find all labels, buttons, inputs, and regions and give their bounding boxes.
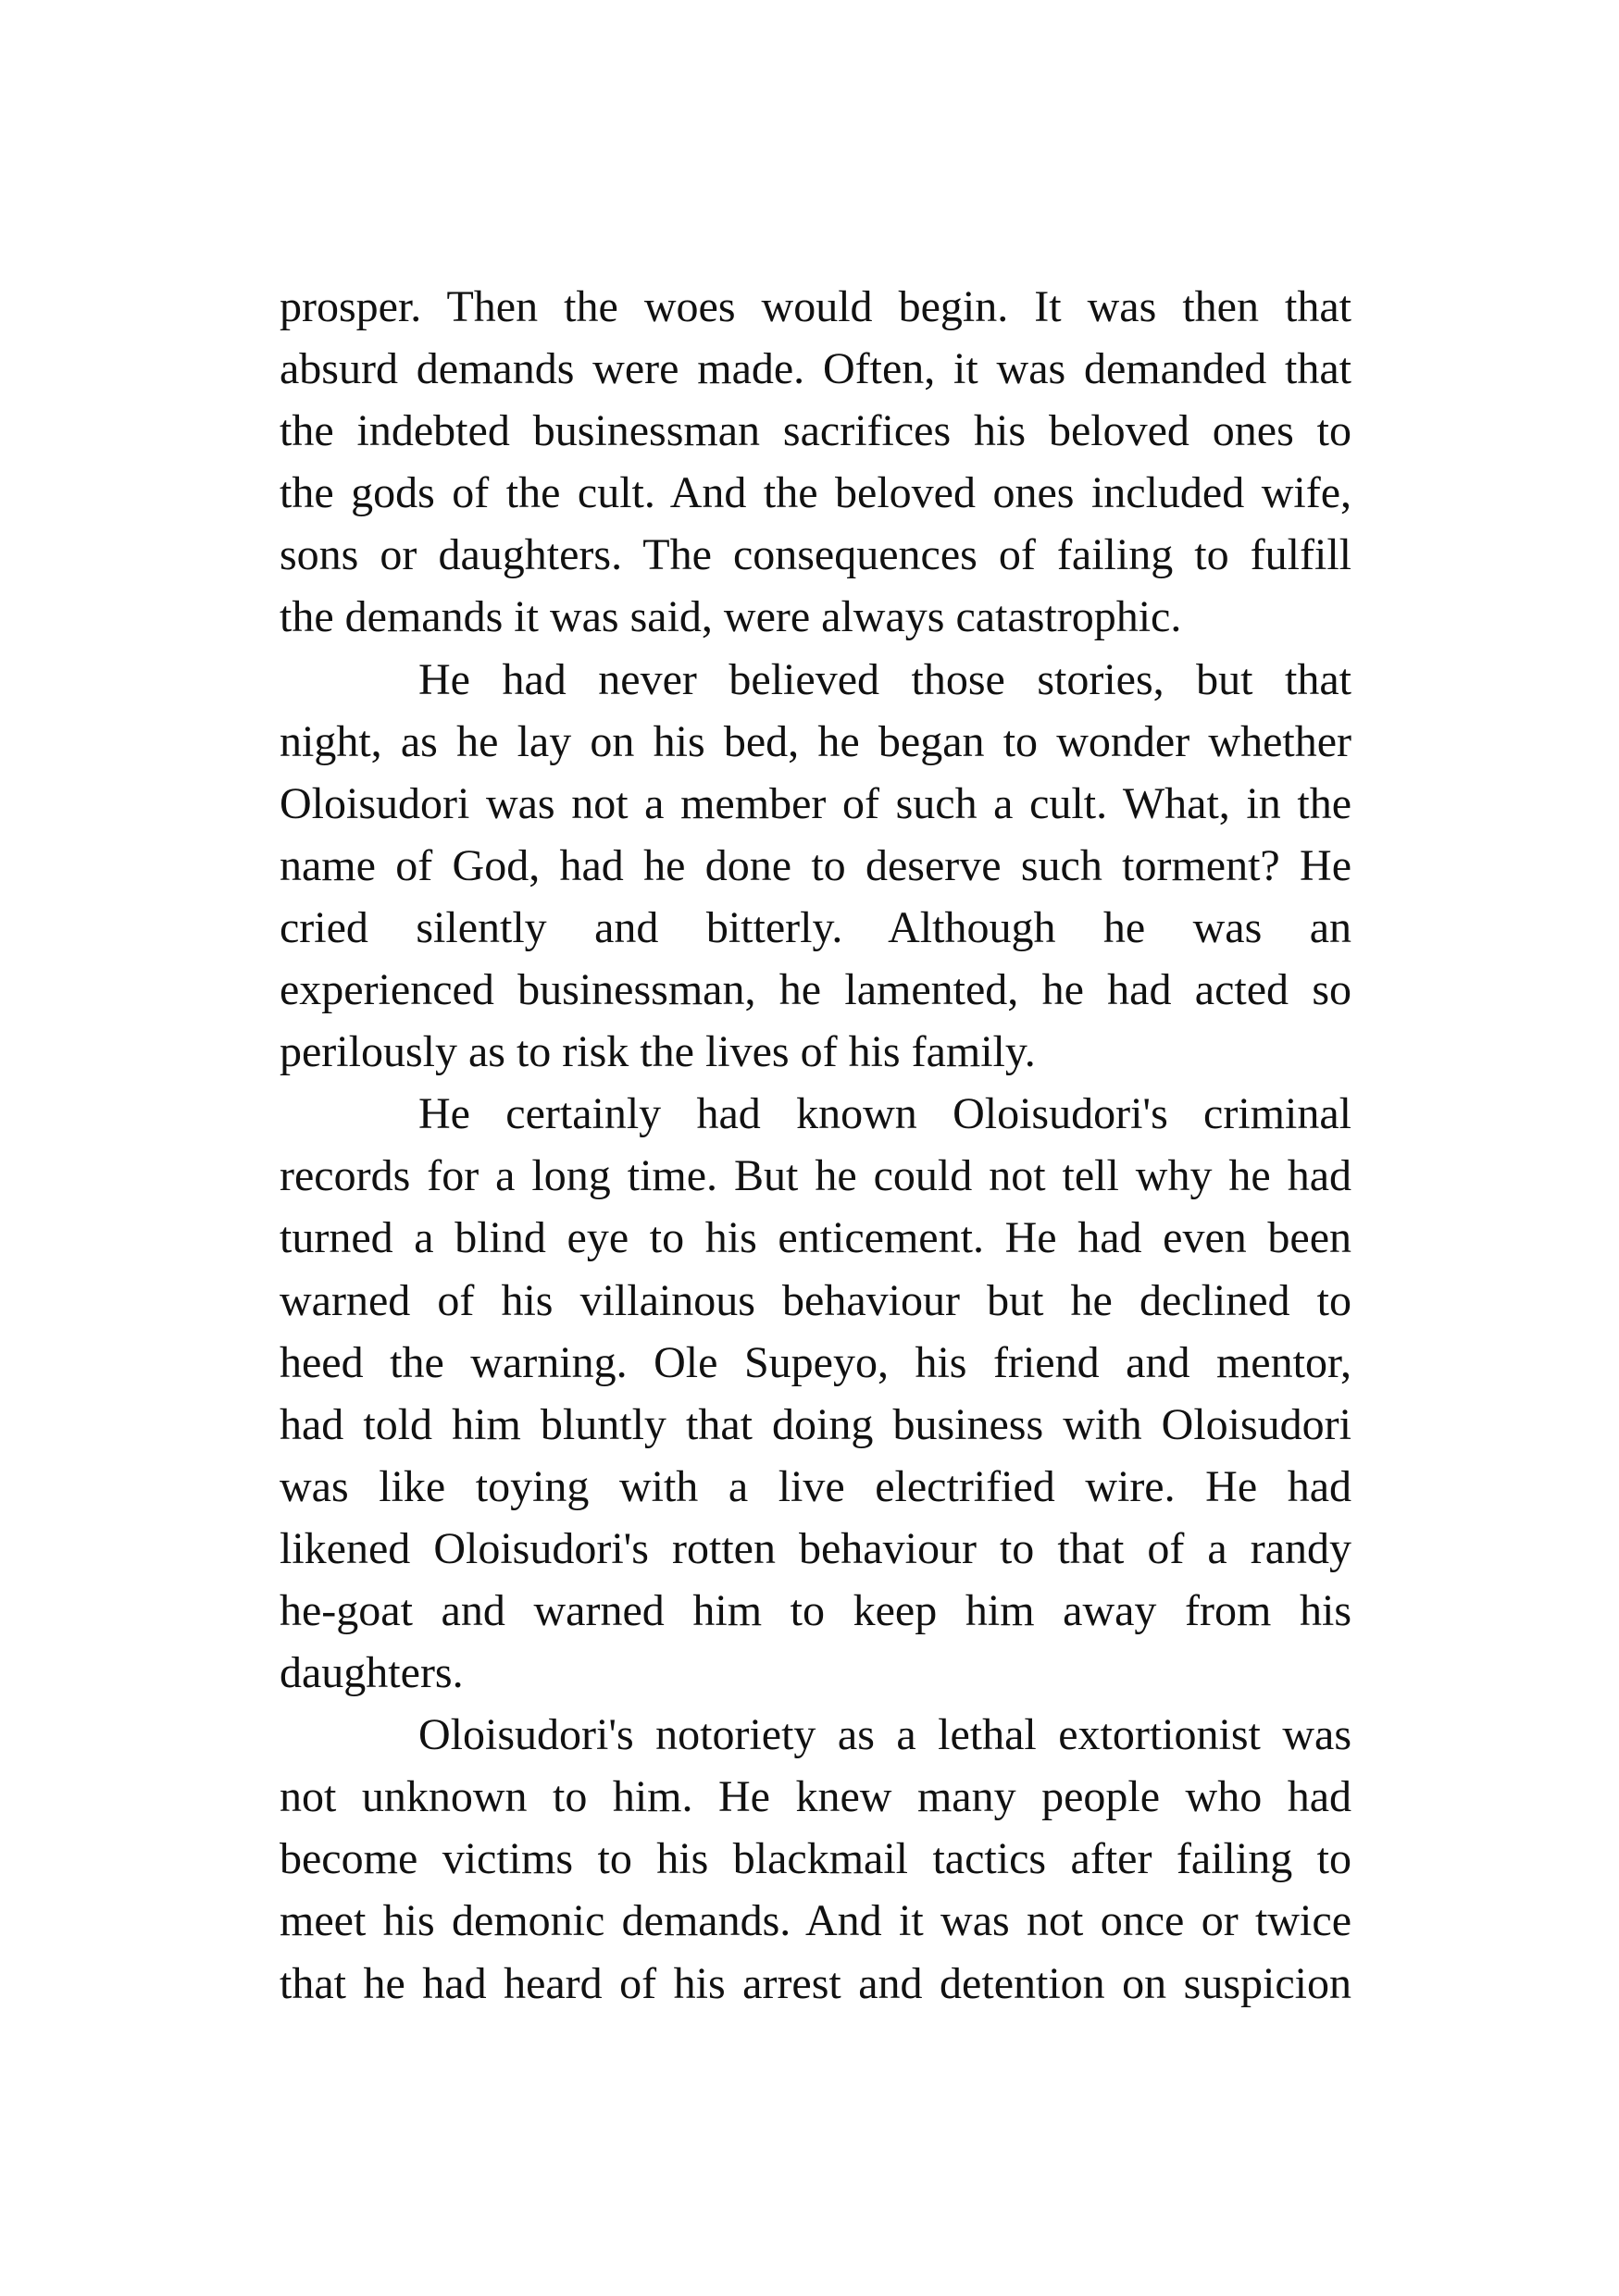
text-line: experienced businessman, he lamented, he had acted so xyxy=(280,965,1351,1015)
paragraph xyxy=(280,1704,1351,2014)
text-line: night, as he lay on his bed, he began to wonder whether xyxy=(280,716,1351,766)
text-line: absurd demands were made. Often, it was demanded that xyxy=(280,344,1351,394)
text-line: likened Oloisudori's rotten behaviour to that of a randy xyxy=(280,1523,1351,1573)
text-line: Oloisudori's notoriety as a lethal extortionist was xyxy=(418,1710,1351,1760)
text-line: He had never believed those stories, but that xyxy=(418,654,1351,704)
text-line: prosper. Then the woes would begin. It was then that xyxy=(280,282,1351,331)
text-line: the indebted businessman sacrifices his beloved ones to xyxy=(280,406,1351,456)
text-line: had told him bluntly that doing business with Oloisudori xyxy=(280,1399,1351,1449)
text-line: meet his demonic demands. And it was not once or twice xyxy=(280,1896,1351,1946)
text-line: He certainly had known Oloisudori's criminal xyxy=(418,1089,1351,1139)
paragraph xyxy=(280,649,1351,1084)
text-line: the demands it was said, were always catastrophic. xyxy=(280,592,1182,642)
text-line: perilously as to risk the lives of his family. xyxy=(280,1027,1036,1077)
text-line: turned a blind eye to his enticement. He had even been xyxy=(280,1213,1351,1263)
text-line: was like toying with a live electrified wire. He had xyxy=(280,1461,1351,1511)
text-line: that he had heard of his arrest and detention on suspicion xyxy=(280,1958,1351,2008)
text-line: not unknown to him. He knew many people who had xyxy=(280,1772,1351,1822)
paragraph xyxy=(280,1083,1351,1704)
text-line: warned of his villainous behaviour but he declined to xyxy=(280,1275,1351,1325)
text-line: sons or daughters. The consequences of failing to fulfill xyxy=(280,530,1351,580)
text-line: become victims to his blackmail tactics after failing to xyxy=(280,1834,1351,1884)
text-line: heed the warning. Ole Supeyo, his friend and mentor, xyxy=(280,1337,1351,1387)
paragraph xyxy=(280,276,1351,649)
text-line: he-goat and warned him to keep him away from his xyxy=(280,1585,1351,1635)
text-line: the gods of the cult. And the beloved ones included wife, xyxy=(280,468,1351,518)
text-line: records for a long time. But he could not tell why he had xyxy=(280,1151,1351,1201)
text-line: daughters. xyxy=(280,1648,464,1698)
text-line: cried silently and bitterly. Although he was an xyxy=(280,902,1351,952)
text-line: name of God, had he done to deserve such torment? He xyxy=(280,840,1351,890)
text-line: Oloisudori was not a member of such a cult. What, in the xyxy=(280,778,1351,828)
body-text xyxy=(280,276,1351,2015)
